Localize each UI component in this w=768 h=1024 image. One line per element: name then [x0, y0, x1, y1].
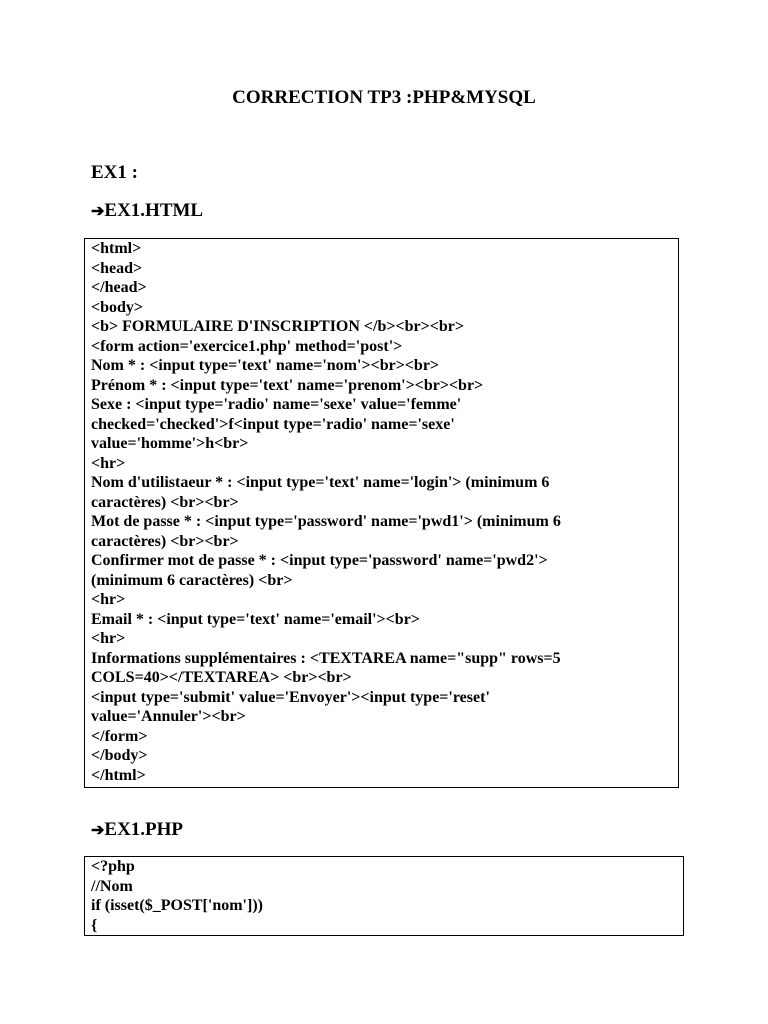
php-section-label: EX1.PHP — [104, 819, 184, 840]
document-title: CORRECTION TP3 :PHP&MYSQL — [232, 87, 536, 108]
code-line: </head> — [91, 279, 147, 296]
code-line: //Nom — [91, 877, 133, 895]
php-code-box — [84, 856, 684, 936]
code-line: Confirmer mot de passe * : <input type='password' name='pwd2'> — [91, 552, 548, 569]
exercise-heading: EX1 : — [91, 162, 138, 183]
code-line: <?php — [91, 858, 135, 875]
code-line: checked='checked'>f<input type='radio' name='sexe' — [91, 415, 455, 433]
code-line: caractères) <br><br> — [91, 532, 239, 550]
code-line: <form action='exercice1.php' method='post'> — [91, 337, 403, 355]
code-line: if (isset($_POST['nom'])) — [91, 897, 263, 914]
code-line: </html> — [91, 766, 146, 784]
code-line: <hr> — [91, 630, 126, 647]
code-line: Email * : <input type='text' name='email'><br> — [91, 610, 420, 628]
code-line: Sexe : <input type='radio' name='sexe' value='femme' — [91, 396, 462, 413]
arrow-right-icon: ➔ — [91, 822, 105, 839]
code-line: </form> — [91, 727, 148, 745]
code-line: Prénom * : <input type='text' name='prenom'><br><br> — [91, 376, 484, 394]
code-line: <html> — [91, 240, 142, 257]
code-line: <hr> — [91, 454, 126, 472]
html-section-heading — [91, 200, 203, 223]
code-line: value='Annuler'><br> — [91, 708, 246, 725]
code-line: <b> FORMULAIRE D'INSCRIPTION </b><br><br> — [91, 318, 464, 335]
html-section-label: EX1.HTML — [104, 200, 204, 221]
code-line: <head> — [91, 259, 143, 277]
code-line: { — [91, 916, 98, 934]
code-line: <hr> — [91, 591, 126, 608]
code-line: </body> — [91, 747, 148, 764]
html-code-box — [84, 238, 679, 788]
code-line: caractères) <br><br> — [91, 493, 239, 511]
code-line: Nom d'utilistaeur * : <input type='text' name='login'> (minimum 6 — [91, 474, 550, 491]
arrow-right-icon: ➔ — [91, 203, 105, 220]
code-line: Nom * : <input type='text' name='nom'><br><br> — [91, 357, 440, 374]
code-line: (minimum 6 caractères) <br> — [91, 571, 293, 589]
code-line: Informations supplémentaires : <TEXTAREA name="supp" rows=5 — [91, 649, 561, 667]
code-line: Mot de passe * : <input type='password' name='pwd1'> (minimum 6 — [91, 513, 561, 530]
php-section-heading — [91, 819, 183, 842]
code-line: COLS=40></TEXTAREA> <br><br> — [91, 669, 352, 686]
code-line: <body> — [91, 298, 144, 316]
code-line: <input type='submit' value='Envoyer'><input type='reset' — [91, 688, 490, 706]
code-line: value='homme'>h<br> — [91, 435, 249, 452]
